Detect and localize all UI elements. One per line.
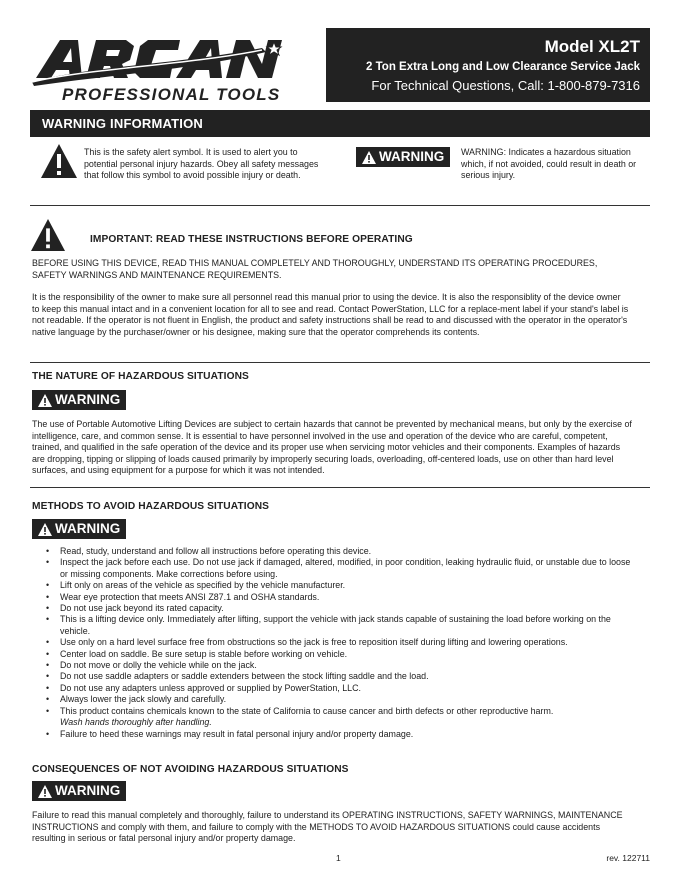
arcan-logo xyxy=(30,34,292,104)
nature-text: The use of Portable Automotive Lifting Devices are subject to certain hazards that cannot be prevented by mechanical means, but only by the exercise of intelligence, care, and common sense. It is essential to have personnel involved in the use and operation of the device who are careful, competent, trained, and qualified in the safe operation of the device and its proper use when servicing motor vehicles and their components. Examples of hazards are dropping, tipping or slipping of loads caused primarily by improperly securing loads, overloading, off-centered loads, use on other than hard level surfaces, and using equipment for a purpose for which it was not intended. xyxy=(32,419,632,476)
warning-label-text: WARNING xyxy=(379,149,445,164)
list-item: • Center load on saddle. Be sure setup is stable before working on vehicle. xyxy=(46,649,636,660)
model-name: Model XL2T xyxy=(544,37,640,56)
divider xyxy=(30,205,650,206)
consequences-text: Failure to read this manual completely and thoroughly, failure to understand its OPERATING INSTRUCTIONS, SAFETY WARNINGS, MAINTENANCE INSTRUCTIONS and comply with them, and failure to comply with the METHODS TO AVOID HAZARDOUS SITUATIONS could cause accidents resulting in serious or fatal personal injury and/or property damage. xyxy=(32,810,623,844)
list-item: • Do not use any adapters unless approved or supplied by PowerStation, LLC. xyxy=(46,683,636,694)
warning-triangle-icon xyxy=(362,151,376,164)
warning-label-badge xyxy=(356,147,450,167)
consequences-heading: CONSEQUENCES OF NOT AVOIDING HAZARDOUS SITUATIONS xyxy=(32,764,349,775)
methods-list xyxy=(46,546,636,740)
prop65-note: Wash hands thoroughly after handling. xyxy=(60,717,212,728)
list-item: • Do not move or dolly the vehicle while on the jack. xyxy=(46,660,636,671)
important-paragraph-2: It is the responsibility of the owner to make sure all personnel read this manual prior to using the device. It is also the responsiblity of the device owner to keep this manual intact and in a convenient location for all to see and read. Contact PowerStation, LLC for a replace-ment label if your stand's label is not readable. If the operator is not fluent in English, the product and safety instructions shall be read to and discussed with the operator in the operator's native language by the purchaser/owner or his designee, making sure that the operator comprehends its contents. xyxy=(32,292,629,337)
nature-warning-badge xyxy=(32,390,126,410)
arcan-logo-graphic xyxy=(30,34,292,104)
important-heading: IMPORTANT: READ THESE INSTRUCTIONS BEFORE OPERATING xyxy=(90,234,413,245)
important-alert-icon xyxy=(30,218,66,257)
methods-warning-text: WARNING xyxy=(55,521,121,536)
warning-triangle-icon xyxy=(38,523,52,536)
important-paragraph-1: BEFORE USING THIS DEVICE, READ THIS MANUAL COMPLETELY AND THOROUGHLY, UNDERSTAND ITS OPERATING PROCEDURES, SAFETY WARNINGS AND MAINTENANCE REQUIREMENTS. xyxy=(32,258,598,280)
revision-label: rev. 122711 xyxy=(606,853,650,863)
list-item: • Failure to heed these warnings may result in fatal personal injury and/or property damage. xyxy=(46,729,636,740)
list-item: • Always lower the jack slowly and carefully. xyxy=(46,694,636,705)
support-phone: For Technical Questions, Call: 1-800-879-7316 xyxy=(371,78,640,93)
list-item: • Wear eye protection that meets ANSI Z87.1 and OSHA standards. xyxy=(46,592,636,603)
list-item: • Lift only on areas of the vehicle as specified by the vehicle manufacturer. xyxy=(46,580,636,591)
list-item: • Read, study, understand and follow all instructions before operating this device. xyxy=(46,546,636,557)
tagline-lettering: PROFESSIONAL TOOLS xyxy=(62,85,281,104)
consequences-warning-badge xyxy=(32,781,126,801)
list-item: • Use only on a hard level surface free from obstructions so the jack is free to reposition itself during lifting and lowering operations. xyxy=(46,637,636,648)
product-name: 2 Ton Extra Long and Low Clearance Service Jack xyxy=(366,61,640,73)
model-header-box xyxy=(326,28,650,102)
methods-warning-badge xyxy=(32,519,126,539)
safety-alert-icon xyxy=(40,143,78,184)
nature-heading: THE NATURE OF HAZARDOUS SITUATIONS xyxy=(32,371,249,382)
list-item: • Do not use saddle adapters or saddle extenders between the stock lifting saddle and the load. xyxy=(46,671,636,682)
alert-symbol-description: This is the safety alert symbol. It is used to alert you to potential personal injury hazards. Obey all safety messages that follow this symbol to avoid possible injury or death. xyxy=(84,147,319,181)
methods-heading: METHODS TO AVOID HAZARDOUS SITUATIONS xyxy=(32,501,270,512)
warning-definition: WARNING: Indicates a hazardous situation which, if not avoided, could result in death or serious injury. xyxy=(461,147,637,181)
warning-triangle-icon xyxy=(38,785,52,798)
divider xyxy=(30,362,650,363)
warning-triangle-icon xyxy=(38,394,52,407)
list-item: • Do not use jack beyond its rated capacity. xyxy=(46,603,636,614)
nature-warning-text: WARNING xyxy=(55,392,121,407)
consequences-warning-text: WARNING xyxy=(55,783,121,798)
list-item: • Inspect the jack before each use. Do not use jack if damaged, altered, modified, in poor condition, leaking hydraulic fluid, or unstable due to loose or missing components. Make corrections before using. xyxy=(46,557,636,580)
prop65-text: This product contains chemicals known to the state of California to cause cancer and birth defects or other reproductive harm. xyxy=(60,705,554,716)
page-number: 1 xyxy=(336,853,341,863)
list-item xyxy=(46,706,636,729)
warning-information-bar: WARNING INFORMATION xyxy=(30,110,650,137)
divider xyxy=(30,487,650,488)
list-item: • This is a lifting device only. Immediately after lifting, support the vehicle with jack stands capable of sustaining the load before working on the vehicle. xyxy=(46,614,636,637)
